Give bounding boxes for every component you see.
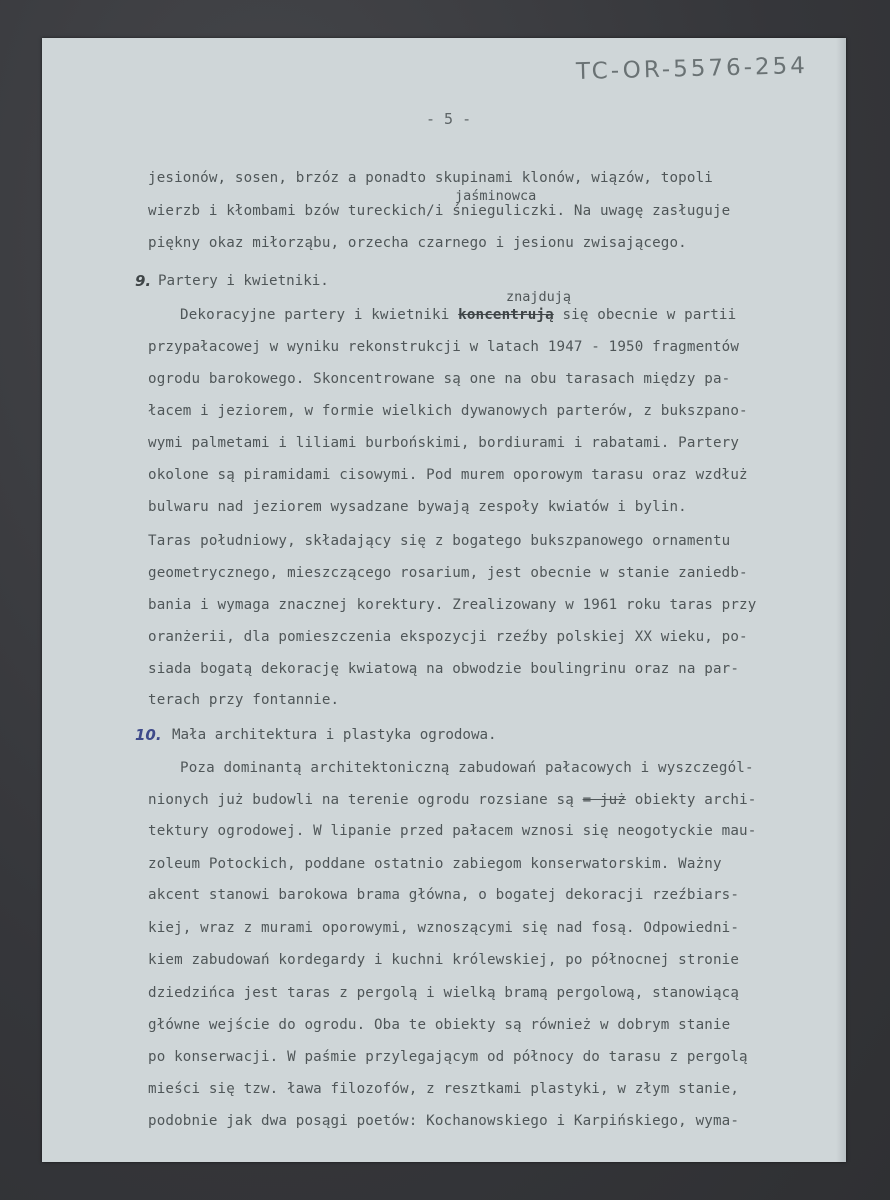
text-line: zoleum Potockich, poddane ostatnio zabiegom konserwatorskim. Ważny (148, 856, 722, 872)
text-line: terach przy fontannie. (148, 692, 340, 708)
text-segment: się obecnie w partii (562, 307, 737, 323)
text-line (180, 307, 736, 323)
text-line: wymi palmetami i liliami burbońskimi, bordiurami i rabatami. Partery (148, 435, 740, 451)
text-line: siada bogatą dekorację kwiatową na obwodzie boulingrinu oraz na par- (148, 661, 740, 677)
text-line: przypałacowej w wyniku rekonstrukcji w latach 1947 - 1950 fragmentów (148, 339, 740, 355)
section-number-10: 10. (135, 726, 162, 744)
struck-word: koncentrują (458, 307, 554, 323)
text-segment: obiekty archi- (634, 792, 757, 808)
text-line: tektury ogrodowej. W lipanie przed pałacem wznosi się neogotyckie mau- (148, 823, 757, 839)
text-segment: Dekoracyjne partery i kwietniki (180, 307, 450, 323)
interlinear-insertion: znajdują (506, 289, 572, 305)
section-title-10: Mała architektura i plastyka ogrodowa. (172, 727, 497, 743)
page-number: - 5 - (426, 110, 472, 128)
text-line: piękny okaz miłorząbu, orzecha czarnego i jesionu zwisającego. (148, 235, 687, 251)
text-line: Poza dominantą architektoniczną zabudowań pałacowych i wyszczegól- (180, 760, 754, 776)
text-segment: nionych już budowli na terenie ogrodu rozsiane są (148, 792, 574, 808)
text-line: kiej, wraz z murami oporowymi, wznoszącymi się nad fosą. Odpowiedni- (148, 920, 740, 936)
text-line: bulwaru nad jeziorem wysadzane bywają zespoły kwiatów i bylin. (148, 499, 687, 515)
section-number-9: 9. (135, 272, 152, 290)
text-line: mieści się tzw. ława filozofów, z resztkami plastyki, w złym stanie, (148, 1081, 740, 1097)
text-segment: śnieguliczki. Na uwagę zasługuje (452, 203, 731, 219)
text-line: łacem i jeziorem, w formie wielkich dywanowych parterów, z bukszpano- (148, 403, 748, 419)
text-line: po konserwacji. W paśmie przylegającym od północy do tarasu z pergolą (148, 1049, 748, 1065)
interlinear-insertion: jaśminowca (455, 188, 537, 204)
text-line: Taras południowy, składający się z bogatego bukszpanowego ornamentu (148, 533, 731, 549)
text-line (148, 792, 756, 808)
struck-word: = już (582, 792, 627, 808)
text-segment: wierzb i kłombami bzów tureckich/i (148, 203, 444, 219)
section-title-9: Partery i kwietniki. (158, 273, 329, 289)
archive-reference-handwritten: TC-OR-5576-254 (575, 52, 809, 86)
page-edge-shadow (836, 38, 846, 1162)
text-line: bania i wymaga znacznej korektury. Zrealizowany w 1961 roku taras przy (148, 597, 757, 613)
text-line: podobnie jak dwa posągi poetów: Kochanowskiego i Karpińskiego, wyma- (148, 1113, 740, 1129)
text-line: okolone są piramidami cisowymi. Pod murem oporowym tarasu oraz wzdłuż (148, 467, 748, 483)
text-line: geometrycznego, mieszczącego rosarium, jest obecnie w stanie zaniedb- (148, 565, 748, 581)
text-line: oranżerii, dla pomieszczenia ekspozycji rzeźby polskiej XX wieku, po- (148, 629, 748, 645)
text-line: kiem zabudowań kordegardy i kuchni królewskiej, po północnej stronie (148, 952, 740, 968)
text-line: akcent stanowi barokowa brama główna, o bogatej dekoracji rzeźbiars- (148, 887, 740, 903)
text-line: ogrodu barokowego. Skoncentrowane są one na obu tarasach między pa- (148, 371, 731, 387)
text-line (148, 203, 730, 219)
text-line: dziedzińca jest taras z pergolą i wielką bramą pergolową, stanowiącą (148, 985, 740, 1001)
text-line: główne wejście do ogrodu. Oba te obiekty są również w dobrym stanie (148, 1017, 731, 1033)
text-line: jesionów, sosen, brzóz a ponadto skupinami klonów, wiązów, topoli (148, 170, 713, 186)
